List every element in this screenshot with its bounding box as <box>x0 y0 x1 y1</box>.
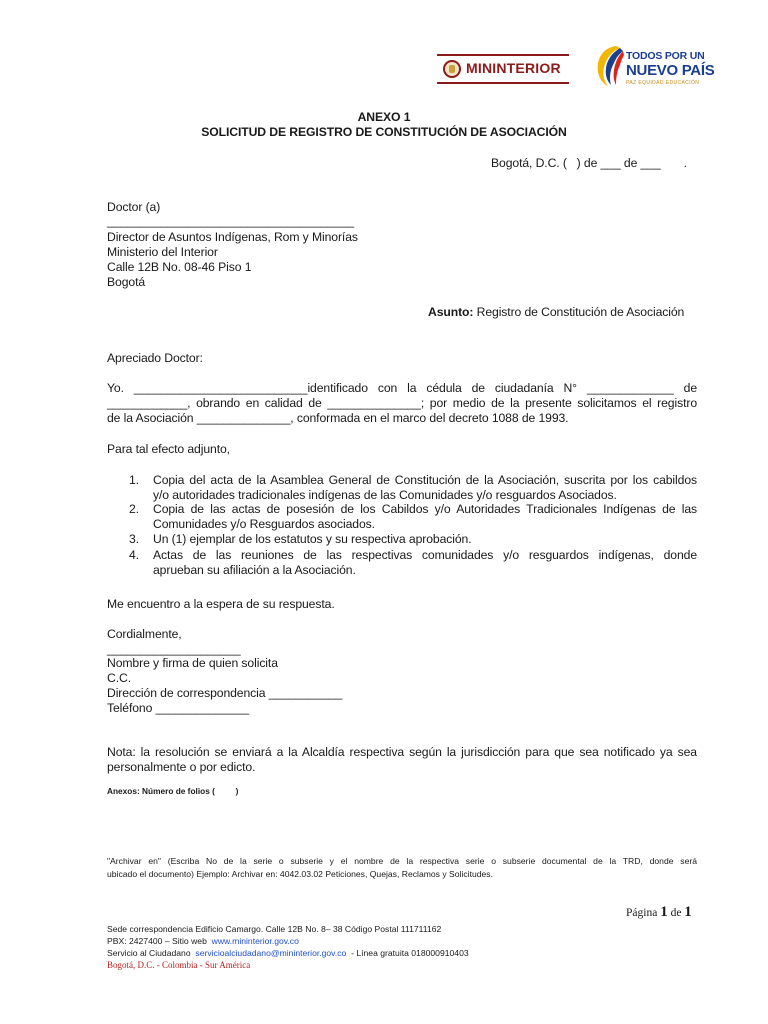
subject-label: Asunto: <box>428 305 474 319</box>
footer-citizen-line <box>107 948 469 960</box>
page-of-label: de <box>667 907 685 919</box>
signer-name-label: Nombre y firma de quien solicita <box>107 656 278 670</box>
signature-line: ____________________ <box>107 642 241 656</box>
note-line2: personalmente o por edicto. <box>107 760 256 774</box>
document-title: SOLICITUD DE REGISTRO DE CONSTITUCIÓN DE ASOCIACIÓN <box>201 125 567 139</box>
note-line1: Nota: la resolución se enviará a la Alcaldía respectiva según la jurisdicción para que sea notificado ya sea <box>107 745 697 759</box>
attach-intro: Para tal efecto adjunto, <box>107 442 230 456</box>
footer-pbx-line <box>107 936 299 948</box>
closing: Cordialmente, <box>107 627 182 641</box>
campaign-ribbon-icon <box>594 44 624 88</box>
mininterior-logo-text: MININTERIOR <box>466 60 561 76</box>
list-item <box>107 532 697 547</box>
footer-pbx: PBX: 2427400 – Sitio web <box>107 936 212 946</box>
list-item-text: Copia del acta de la Asamblea General de Constitución de la Asociación, suscrita por los cabildos <box>153 473 697 487</box>
list-item-number: 1. <box>129 473 139 487</box>
date-line: Bogotá, D.C. ( ) de ___ de ___ . <box>491 156 687 170</box>
page-number-label: Página <box>626 907 661 919</box>
page-total: 1 <box>684 904 692 920</box>
campaign-logo-line1: TODOS POR UN <box>626 50 705 62</box>
list-item-number: 4. <box>129 548 139 562</box>
list-item-number: 3. <box>129 532 139 546</box>
mininterior-logo <box>437 50 569 88</box>
todos-por-un-nuevo-pais-logo <box>594 42 715 92</box>
email-link[interactable]: servicioalciudadano@mininterior.gov.co <box>195 948 347 958</box>
logo-rule-top <box>437 54 569 56</box>
footer-address: Sede correspondencia Edificio Camargo. Calle 12B No. 8– 38 Código Postal 111711162 <box>107 924 442 934</box>
request-paragraph-line1: Yo. __________________________identificado con la cédula de ciudadanía N° _____________ de <box>107 381 697 395</box>
list-item <box>107 502 697 532</box>
waiting-line: Me encuentro a la espera de su respuesta. <box>107 597 335 611</box>
subject-text: Registro de Constitución de Asociación <box>473 305 685 319</box>
list-item-text: aprueban su afiliación a la Asociación. <box>153 563 356 577</box>
list-item-text: y/o autoridades tradicionales indígenas de las Comunidades y/o resguardos Asociados. <box>153 488 617 502</box>
archive-note-line1: "Archivar en" (Escriba No de la serie o subserie y el nombre de la respectiva serie o subserie documental de la TRD, donde será <box>107 856 697 866</box>
request-paragraph-line3: de la Asociación ______________, conformada en el marco del decreto 1088 de 1993. <box>107 411 569 425</box>
recipient-address: Calle 12B No. 08-46 Piso 1 <box>107 260 252 274</box>
list-item <box>107 548 697 578</box>
recipient-blank-line: _____________________________________ <box>107 214 355 228</box>
footer-hotline: - Línea gratuita 018000910403 <box>346 948 469 958</box>
signer-phone-label: Teléfono ______________ <box>107 701 250 715</box>
coat-of-arms-icon <box>443 60 461 78</box>
archive-note-line2: ubicado el documento) Ejemplo: Archivar en: 4042.03.02 Peticiones, Quejas, Reclamos y Solicitudes. <box>107 869 493 879</box>
list-item <box>107 473 697 503</box>
list-item-text: Actas de las reuniones de las respectivas comunidades y/o resguardos indígenas, donde <box>153 548 697 562</box>
list-item-text: Copia de las actas de posesión de los Cabildos y/o Autoridades Tradicionales Indígenas de las <box>153 502 697 516</box>
annex-title: ANEXO 1 <box>357 110 411 124</box>
annexes-line: Anexos: Número de folios ( ) <box>107 786 239 796</box>
signer-cc-label: C.C. <box>107 671 131 685</box>
footer-citizen: Servicio al Ciudadano <box>107 948 196 958</box>
list-item-text: Comunidades y/o Resguardos asociados. <box>153 517 375 531</box>
website-link[interactable]: www.mininterior.gov.co <box>211 936 299 946</box>
footer-location: Bogotá, D.C. - Colombia - Sur América <box>107 960 251 970</box>
page-current: 1 <box>660 904 668 920</box>
list-item-number: 2. <box>129 502 139 516</box>
subject-line <box>428 305 684 320</box>
page-number <box>626 904 692 921</box>
signer-address-label: Dirección de correspondencia ___________ <box>107 686 343 700</box>
recipient-title: Director de Asuntos Indígenas, Rom y Minorías <box>107 230 358 244</box>
campaign-logo-tagline: PAZ EQUIDAD EDUCACIÓN <box>626 80 700 86</box>
logo-rule-bottom <box>437 82 569 84</box>
recipient-salutation: Doctor (a) <box>107 200 161 214</box>
greeting: Apreciado Doctor: <box>107 351 203 365</box>
campaign-logo-line2: NUEVO PAÍS <box>626 62 715 79</box>
recipient-org: Ministerio del Interior <box>107 245 218 259</box>
recipient-city: Bogotá <box>107 275 146 289</box>
list-item-text: Un (1) ejemplar de los estatutos y su respectiva aprobación. <box>153 532 472 546</box>
request-paragraph-line2: ____________, obrando en calidad de ______________; por medio de la presente solicitamos el registro <box>107 396 697 410</box>
